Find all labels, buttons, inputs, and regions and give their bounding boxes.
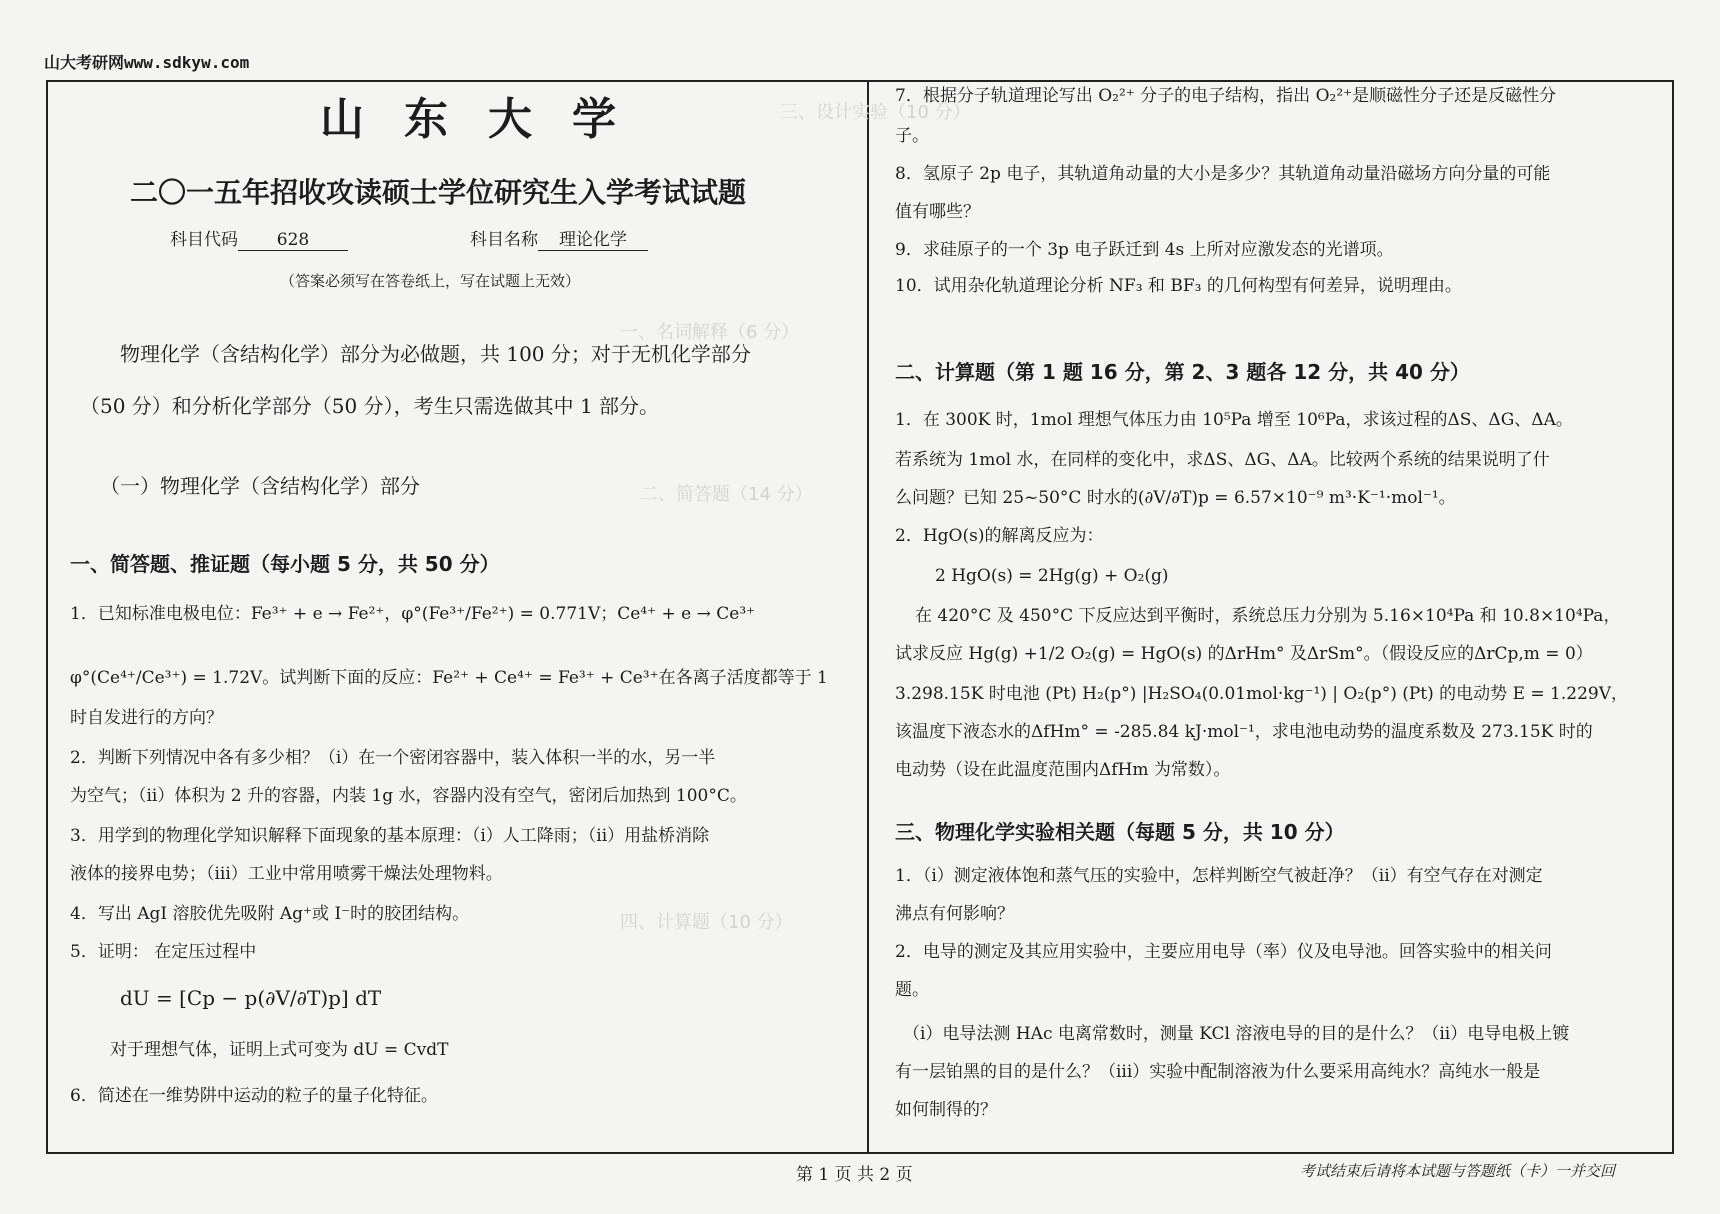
calc-1-line-1: 1．在 300K 时，1mol 理想气体压力由 10⁵Pa 增至 10⁶Pa，求该过程的ΔS、ΔG、ΔA。	[895, 410, 1573, 430]
calc-2-line-1: 2．HgO(s)的解离反应为：	[895, 526, 1104, 546]
calc-1-line-3: 么问题？已知 25~50°C 时水的(∂V/∂T)p = 6.57×10⁻⁹ m³·K⁻¹·mol⁻¹。	[895, 488, 1456, 508]
subject-code-row	[170, 230, 348, 251]
question-6: 6．简述在一维势阱中运动的粒子的量子化特征。	[70, 1086, 438, 1106]
question-5-formula: dU = [Cp − p(∂V/∂T)p] dT	[120, 986, 382, 1010]
site-watermark: 山大考研网www.sdkyw.com	[44, 53, 250, 72]
question-7-line-1: 7．根据分子轨道理论写出 O₂²⁺ 分子的电子结构，指出 O₂²⁺是顺磁性分子还是反磁性分	[895, 86, 1557, 106]
question-9: 9．求硅原子的一个 3p 电子跃迁到 4s 上所对应激发态的光谱项。	[895, 240, 1394, 260]
bleed-through-text: 二、简答题（14 分）	[640, 484, 813, 505]
subject-name-label: 科目名称	[470, 230, 538, 250]
subject-code-value: 628	[238, 230, 348, 251]
question-10: 10．试用杂化轨道理论分析 NF₃ 和 BF₃ 的几何构型有何差异，说明理由。	[895, 276, 1462, 296]
exam-title: 二〇一五年招收攻读硕士学位研究生入学考试试题	[130, 176, 747, 209]
intro-line-2: （50 分）和分析化学部分（50 分），考生只需选做其中 1 部分。	[80, 394, 660, 418]
section-2-heading: 二、计算题（第 1 题 16 分，第 2、3 题各 12 分，共 40 分）	[895, 360, 1470, 384]
section-3-heading: 三、物理化学实验相关题（每题 5 分，共 10 分）	[895, 820, 1345, 844]
calc-2-line-3: 在 420°C 及 450°C 下反应达到平衡时，系统总压力分别为 5.16×10⁴Pa 和 10.8×10⁴Pa，	[915, 606, 1621, 626]
question-1-line-2: φ°(Ce⁴⁺/Ce³⁺) = 1.72V。试判断下面的反应：Fe²⁺ + Ce⁴⁺ = Fe³⁺ + Ce³⁺在各离子活度都等于 1	[70, 668, 828, 688]
question-8-line-1: 8．氢原子 2p 电子，其轨道角动量的大小是多少？其轨道角动量沿磁场方向分量的可能	[895, 164, 1551, 184]
university-name: 山东大学	[320, 94, 656, 145]
answer-notice: （答案必须写在答卷纸上，写在试题上无效）	[280, 272, 581, 290]
question-5-tail: 对于理想气体，证明上式可变为 dU = CvdT	[110, 1040, 449, 1060]
subject-code-label: 科目代码	[170, 230, 238, 250]
footer-note: 考试结束后请将本试题与答题纸（卡）一并交回	[1300, 1162, 1616, 1180]
question-4: 4．写出 AgI 溶胶优先吸附 Ag⁺或 I⁻时的胶团结构。	[70, 904, 470, 924]
calc-3-line-3: 电动势（设在此温度范围内ΔfHm 为常数）。	[895, 760, 1231, 780]
subject-name-row	[470, 230, 648, 251]
experiment-2-line-3: （i）电导法测 HAc 电离常数时，测量 KCl 溶液电导的目的是什么？（ii）电导电极上镀	[903, 1024, 1570, 1044]
question-7-line-2: 子。	[895, 126, 929, 146]
section-1-heading: 一、简答题、推证题（每小题 5 分，共 50 分）	[70, 552, 500, 576]
bleed-through-text: 一、名词解释（6 分）	[620, 322, 800, 343]
question-1-line-3: 时自发进行的方向？	[70, 708, 223, 728]
part-heading: （一）物理化学（含结构化学）部分	[100, 474, 420, 498]
bleed-through-text: 四、计算题（10 分）	[620, 912, 793, 933]
question-1-line-1: 1．已知标准电极电位：Fe³⁺ + e → Fe²⁺，φ°(Fe³⁺/Fe²⁺) = 0.771V；Ce⁴⁺ + e → Ce³⁺	[70, 604, 756, 624]
question-5: 5．证明： 在定压过程中	[70, 942, 257, 962]
experiment-2-line-5: 如何制得的？	[895, 1100, 997, 1120]
bleed-through-text: 三、设计实验（10 分）	[780, 102, 971, 123]
calc-3-line-1: 3.298.15K 时电池 (Pt) H₂(p°) |H₂SO₄(0.01mol·kg⁻¹) | O₂(p°) (Pt) 的电动势 E = 1.229V，	[895, 684, 1628, 704]
experiment-2-line-1: 2．电导的测定及其应用实验中，主要应用电导（率）仪及电导池。回答实验中的相关问	[895, 942, 1552, 962]
page-number: 第 1 页 共 2 页	[796, 1165, 913, 1185]
experiment-2-line-4: 有一层铂黑的目的是什么？（iii）实验中配制溶液为什么要采用高纯水？高纯水一般是	[895, 1062, 1541, 1082]
column-divider	[867, 80, 869, 1154]
question-3-line-1: 3．用学到的物理化学知识解释下面现象的基本原理：（i）人工降雨；（ii）用盐桥消除	[70, 826, 710, 846]
experiment-1-line-1: 1．（i）测定液体饱和蒸气压的实验中，怎样判断空气被赶净？（ii）有空气存在对测定	[895, 866, 1543, 886]
calc-2-equation: 2 HgO(s) = 2Hg(g) + O₂(g)	[935, 566, 1169, 586]
question-8-line-2: 值有哪些？	[895, 202, 980, 222]
experiment-2-line-2: 题。	[895, 980, 929, 1000]
question-3-line-2: 液体的接界电势；（iii）工业中常用喷雾干燥法处理物料。	[70, 864, 503, 884]
calc-1-line-2: 若系统为 1mol 水，在同样的变化中，求ΔS、ΔG、ΔA。比较两个系统的结果说明了什	[895, 450, 1550, 470]
experiment-1-line-2: 沸点有何影响？	[895, 904, 1014, 924]
question-2-line-2: 为空气；（ii）体积为 2 升的容器，内装 1g 水，容器内没有空气，密闭后加热到 100°C。	[70, 786, 747, 806]
question-2-line-1: 2．判断下列情况中各有多少相？（i）在一个密闭容器中，装入体积一半的水，另一半	[70, 748, 716, 768]
subject-name-value: 理论化学	[538, 230, 648, 251]
intro-line-1: 物理化学（含结构化学）部分为必做题，共 100 分；对于无机化学部分	[120, 342, 751, 366]
calc-3-line-2: 该温度下液态水的ΔfHm° = -285.84 kJ·mol⁻¹，求电池电动势的温度系数及 273.15K 时的	[895, 722, 1593, 742]
calc-2-line-4: 试求反应 Hg(g) +1/2 O₂(g) = HgO(s) 的ΔrHm° 及ΔrSm°。（假设反应的ΔrCp,m = 0）	[895, 644, 1593, 664]
